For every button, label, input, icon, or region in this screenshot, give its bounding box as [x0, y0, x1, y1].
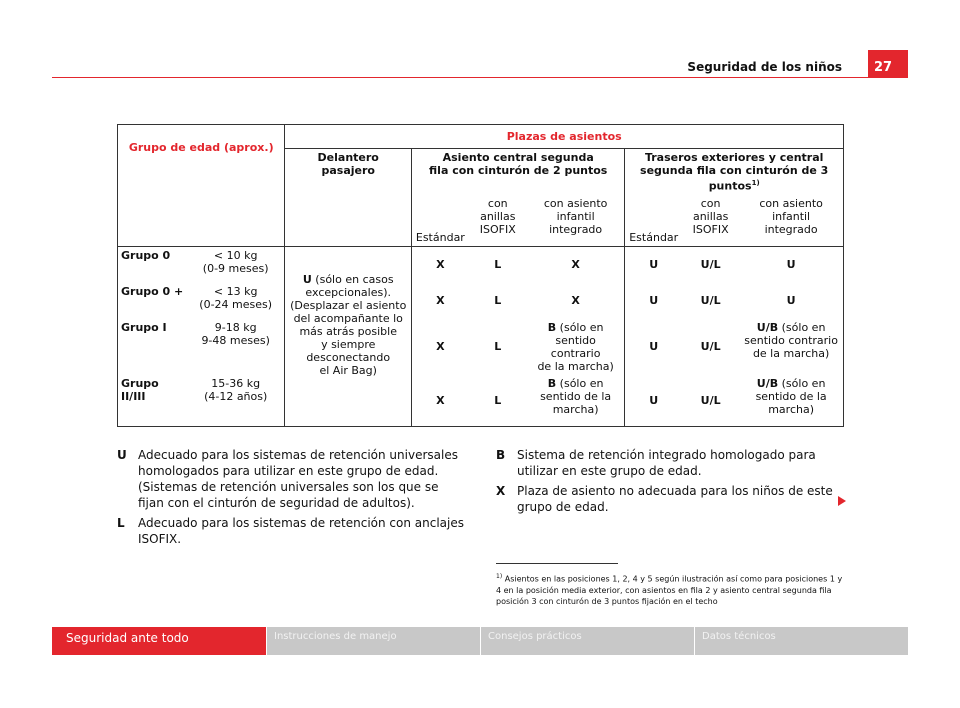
cell-central-integrated: B (sólo en sentido de la marcha) — [527, 375, 625, 427]
cell-central-integrated: X — [527, 247, 625, 283]
legend-key: X — [496, 484, 506, 498]
cell-central-integrated: X — [527, 283, 625, 319]
cell-rear-integrated: U/B (sólo en sentido contrario de la marcha) — [739, 319, 843, 375]
legend-text: Adecuado para los sistemas de retención universales homologados para utilizar en este grupo de edad. (Sistemas de retención universales son los que se fijan con el cinturón de seguridad de adultos). — [138, 448, 458, 510]
tab-instrucciones-de-manejo[interactable]: Instrucciones de manejo — [266, 627, 480, 655]
legend-item — [117, 515, 467, 547]
cell-central-integrated: B (sólo en sentido contrario de la marcha) — [527, 319, 625, 375]
sub-standard-central: Estándar — [412, 195, 469, 247]
seats-header: Plazas de asientos — [285, 125, 844, 149]
footnote — [496, 571, 846, 607]
legend-item — [117, 447, 467, 511]
legend-key: U — [117, 448, 127, 462]
cell-rear-integrated: U — [739, 247, 843, 283]
legend-right — [496, 447, 844, 519]
group-weight-age: 9-18 kg 9-48 meses) — [187, 319, 285, 375]
legend-key: L — [117, 516, 125, 530]
sub-integrated-rear: con asiento infantil integrado — [739, 195, 843, 247]
cell-central-isofix: L — [469, 375, 527, 427]
cell-rear-isofix: U/L — [682, 375, 739, 427]
sub-isofix-rear: con anillas ISOFIX — [682, 195, 739, 247]
cell-rear-integrated: U — [739, 283, 843, 319]
legend-text: Adecuado para los sistemas de retención con anclajes ISOFIX. — [138, 516, 465, 546]
footer-nav — [52, 627, 908, 655]
rear-seats-header: Traseros exteriores y central segunda fila con cinturón de 3 puntos$^{1)}$ — [625, 149, 844, 195]
tab-datos-tecnicos[interactable]: Datos técnicos — [694, 627, 908, 655]
page-number: 27 — [868, 50, 908, 78]
group-name: Grupo II/III — [118, 375, 187, 427]
cell-rear-standard: U — [625, 319, 682, 375]
sub-standard-rear: Estándar — [625, 195, 682, 247]
tab-seguridad-ante-todo[interactable]: Seguridad ante todo — [52, 627, 266, 655]
child-seat-table — [117, 124, 844, 427]
sub-integrated-central: con asiento infantil integrado — [527, 195, 625, 247]
cell-central-standard: X — [412, 375, 469, 427]
group-weight-age: < 10 kg (0-9 meses) — [187, 247, 285, 283]
tab-consejos-practicos[interactable]: Consejos prácticos — [480, 627, 694, 655]
age-group-header: Grupo de edad (aprox.) — [118, 125, 285, 247]
legend-key: B — [496, 448, 506, 462]
cell-rear-isofix: U/L — [700, 340, 721, 354]
cell-central-standard: X — [412, 247, 469, 283]
cell-central-standard: X — [412, 319, 469, 375]
group-name: Grupo I — [118, 319, 187, 375]
legend-left — [117, 447, 467, 551]
group-weight-age: 15-36 kg (4-12 años) — [187, 375, 285, 427]
cell-central-isofix: L — [469, 247, 527, 283]
cell-rear-standard: U — [625, 283, 682, 319]
legend-item — [496, 483, 844, 515]
cell-central-isofix: L — [494, 340, 502, 354]
cell-central-standard: X — [412, 283, 469, 319]
group-weight-age: < 13 kg (0-24 meses) — [187, 283, 285, 319]
legend-text: Plaza de asiento no adecuada para los niños de este grupo de edad. — [517, 484, 833, 514]
cell-rear-integrated: U/B (sólo en sentido de la marcha) — [739, 375, 843, 427]
cell-central-isofix: L — [494, 294, 502, 308]
group-name: Grupo 0 — [118, 247, 187, 283]
group-name: Grupo 0 + — [118, 283, 187, 319]
central-seat-header: Asiento central segunda fila con cinturón de 2 puntos — [412, 149, 625, 195]
legend-text: Sistema de retención integrado homologado para utilizar en este grupo de edad. — [517, 448, 816, 478]
footnote-text: Asientos en las posiciones 1, 2, 4 y 5 según ilustración así como para posiciones 1 y 4 en la posición media exterior, con asientos en fila 2 y asiento central segunda fila posición 3 con cinturón de 3 puntos fijación en el techo — [496, 574, 843, 606]
cell-rear-standard: U — [625, 247, 682, 283]
footnote-rule — [496, 563, 618, 564]
footnote-ref: 1) — [751, 179, 760, 187]
cell-rear-standard: U — [625, 375, 682, 427]
header-rule — [52, 77, 908, 78]
front-passenger-header: Delantero pasajero — [285, 149, 412, 247]
cell-rear-isofix: U/L — [700, 294, 721, 308]
legend-item — [496, 447, 844, 479]
continue-arrow-icon — [838, 496, 846, 506]
section-title: Seguridad de los niños — [687, 60, 842, 74]
footnote-marker: 1) — [496, 573, 503, 580]
cell-rear-isofix: U/L — [682, 247, 739, 283]
sub-isofix-central: con anillas ISOFIX — [469, 195, 527, 247]
front-passenger-value: U (sólo en casos excepcionales). (Desplazar el asiento del acompañante lo más atrás posible y siempre desconectando el Air Bag) — [285, 247, 412, 427]
